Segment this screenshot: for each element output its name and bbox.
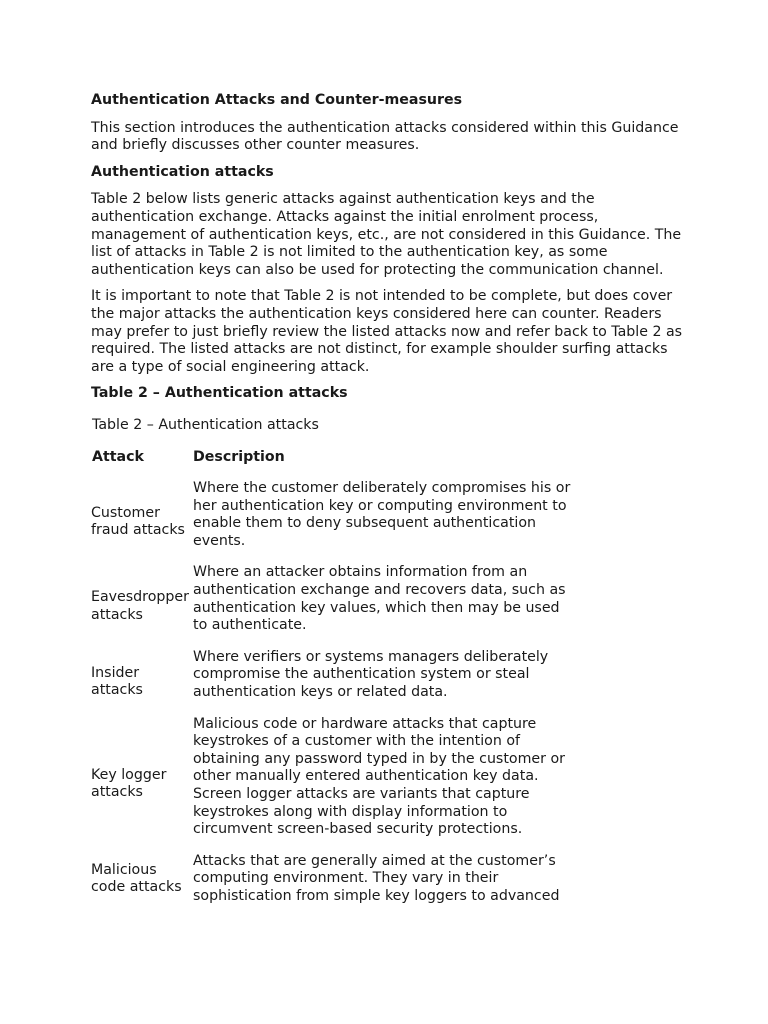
section-title: Authentication Attacks and Counter-measures	[91, 92, 463, 108]
table-row	[91, 853, 571, 906]
column-header-description: Description	[193, 448, 285, 465]
section-intro: This section introduces the authentication attacks considered within this Guidance and briefly discusses other counter measures.	[91, 119, 679, 154]
subsection-title: Authentication attacks	[91, 163, 274, 180]
document-content	[91, 92, 691, 906]
attack-description: Attacks that are generally aimed at the customer’s computing environment. They vary in their sophistication from simple key loggers to advanced	[193, 852, 560, 904]
attack-name: Customer fraud attacks	[91, 504, 185, 539]
table-row	[91, 716, 571, 853]
table-row	[91, 649, 571, 716]
attack-description: Malicious code or hardware attacks that capture keystrokes of a customer with the intention of obtaining any password typed in by the customer or other manually entered authentication key data. Screen logger attacks are variants that capture keystrokes along with display information to circumvent screen-based security protections.	[193, 715, 565, 838]
attack-description: Where the customer deliberately compromises his or her authentication key or computing environment to enable them to deny subsequent authentication events.	[193, 480, 571, 549]
attack-description: Where verifiers or systems managers deliberately compromise the authentication system or steal authentication keys or related data.	[193, 648, 549, 701]
subsection-paragraph-1: Table 2 below lists generic attacks against authentication keys and the authentication exchange. Attacks against the initial enrolment process, management of authentication keys, etc., are not considered in this Guidance. The list of attacks in Table 2 is not limited to the authentication key, as some authentication keys can also be used for protecting the communication channel.	[91, 191, 682, 278]
attack-name: Insider attacks	[91, 664, 143, 699]
table-row	[91, 480, 571, 564]
attacks-table	[91, 449, 571, 906]
attack-name: Key logger attacks	[91, 766, 167, 801]
attack-name: Eavesdropper attacks	[91, 589, 189, 623]
table-header-row	[91, 449, 571, 481]
column-header-attack: Attack	[92, 448, 144, 465]
subsection-paragraph-2: It is important to note that Table 2 is not intended to be complete, but does cover the major attacks the authentication keys considered here can counter. Readers may prefer to just briefly review the listed attacks now and refer back to Table 2 as required. The listed attacks are not distinct, for example shoulder surfing attacks are a type of social engineering attack.	[91, 288, 683, 375]
attack-description: Where an attacker obtains information from an authentication exchange and recovers data, such as authentication key values, which then may be used to authenticate.	[193, 564, 566, 634]
table-caption: Table 2 – Authentication attacks	[92, 416, 319, 433]
table-row	[91, 564, 571, 648]
table-heading: Table 2 – Authentication attacks	[91, 385, 348, 402]
attack-name: Malicious code attacks	[91, 861, 182, 896]
